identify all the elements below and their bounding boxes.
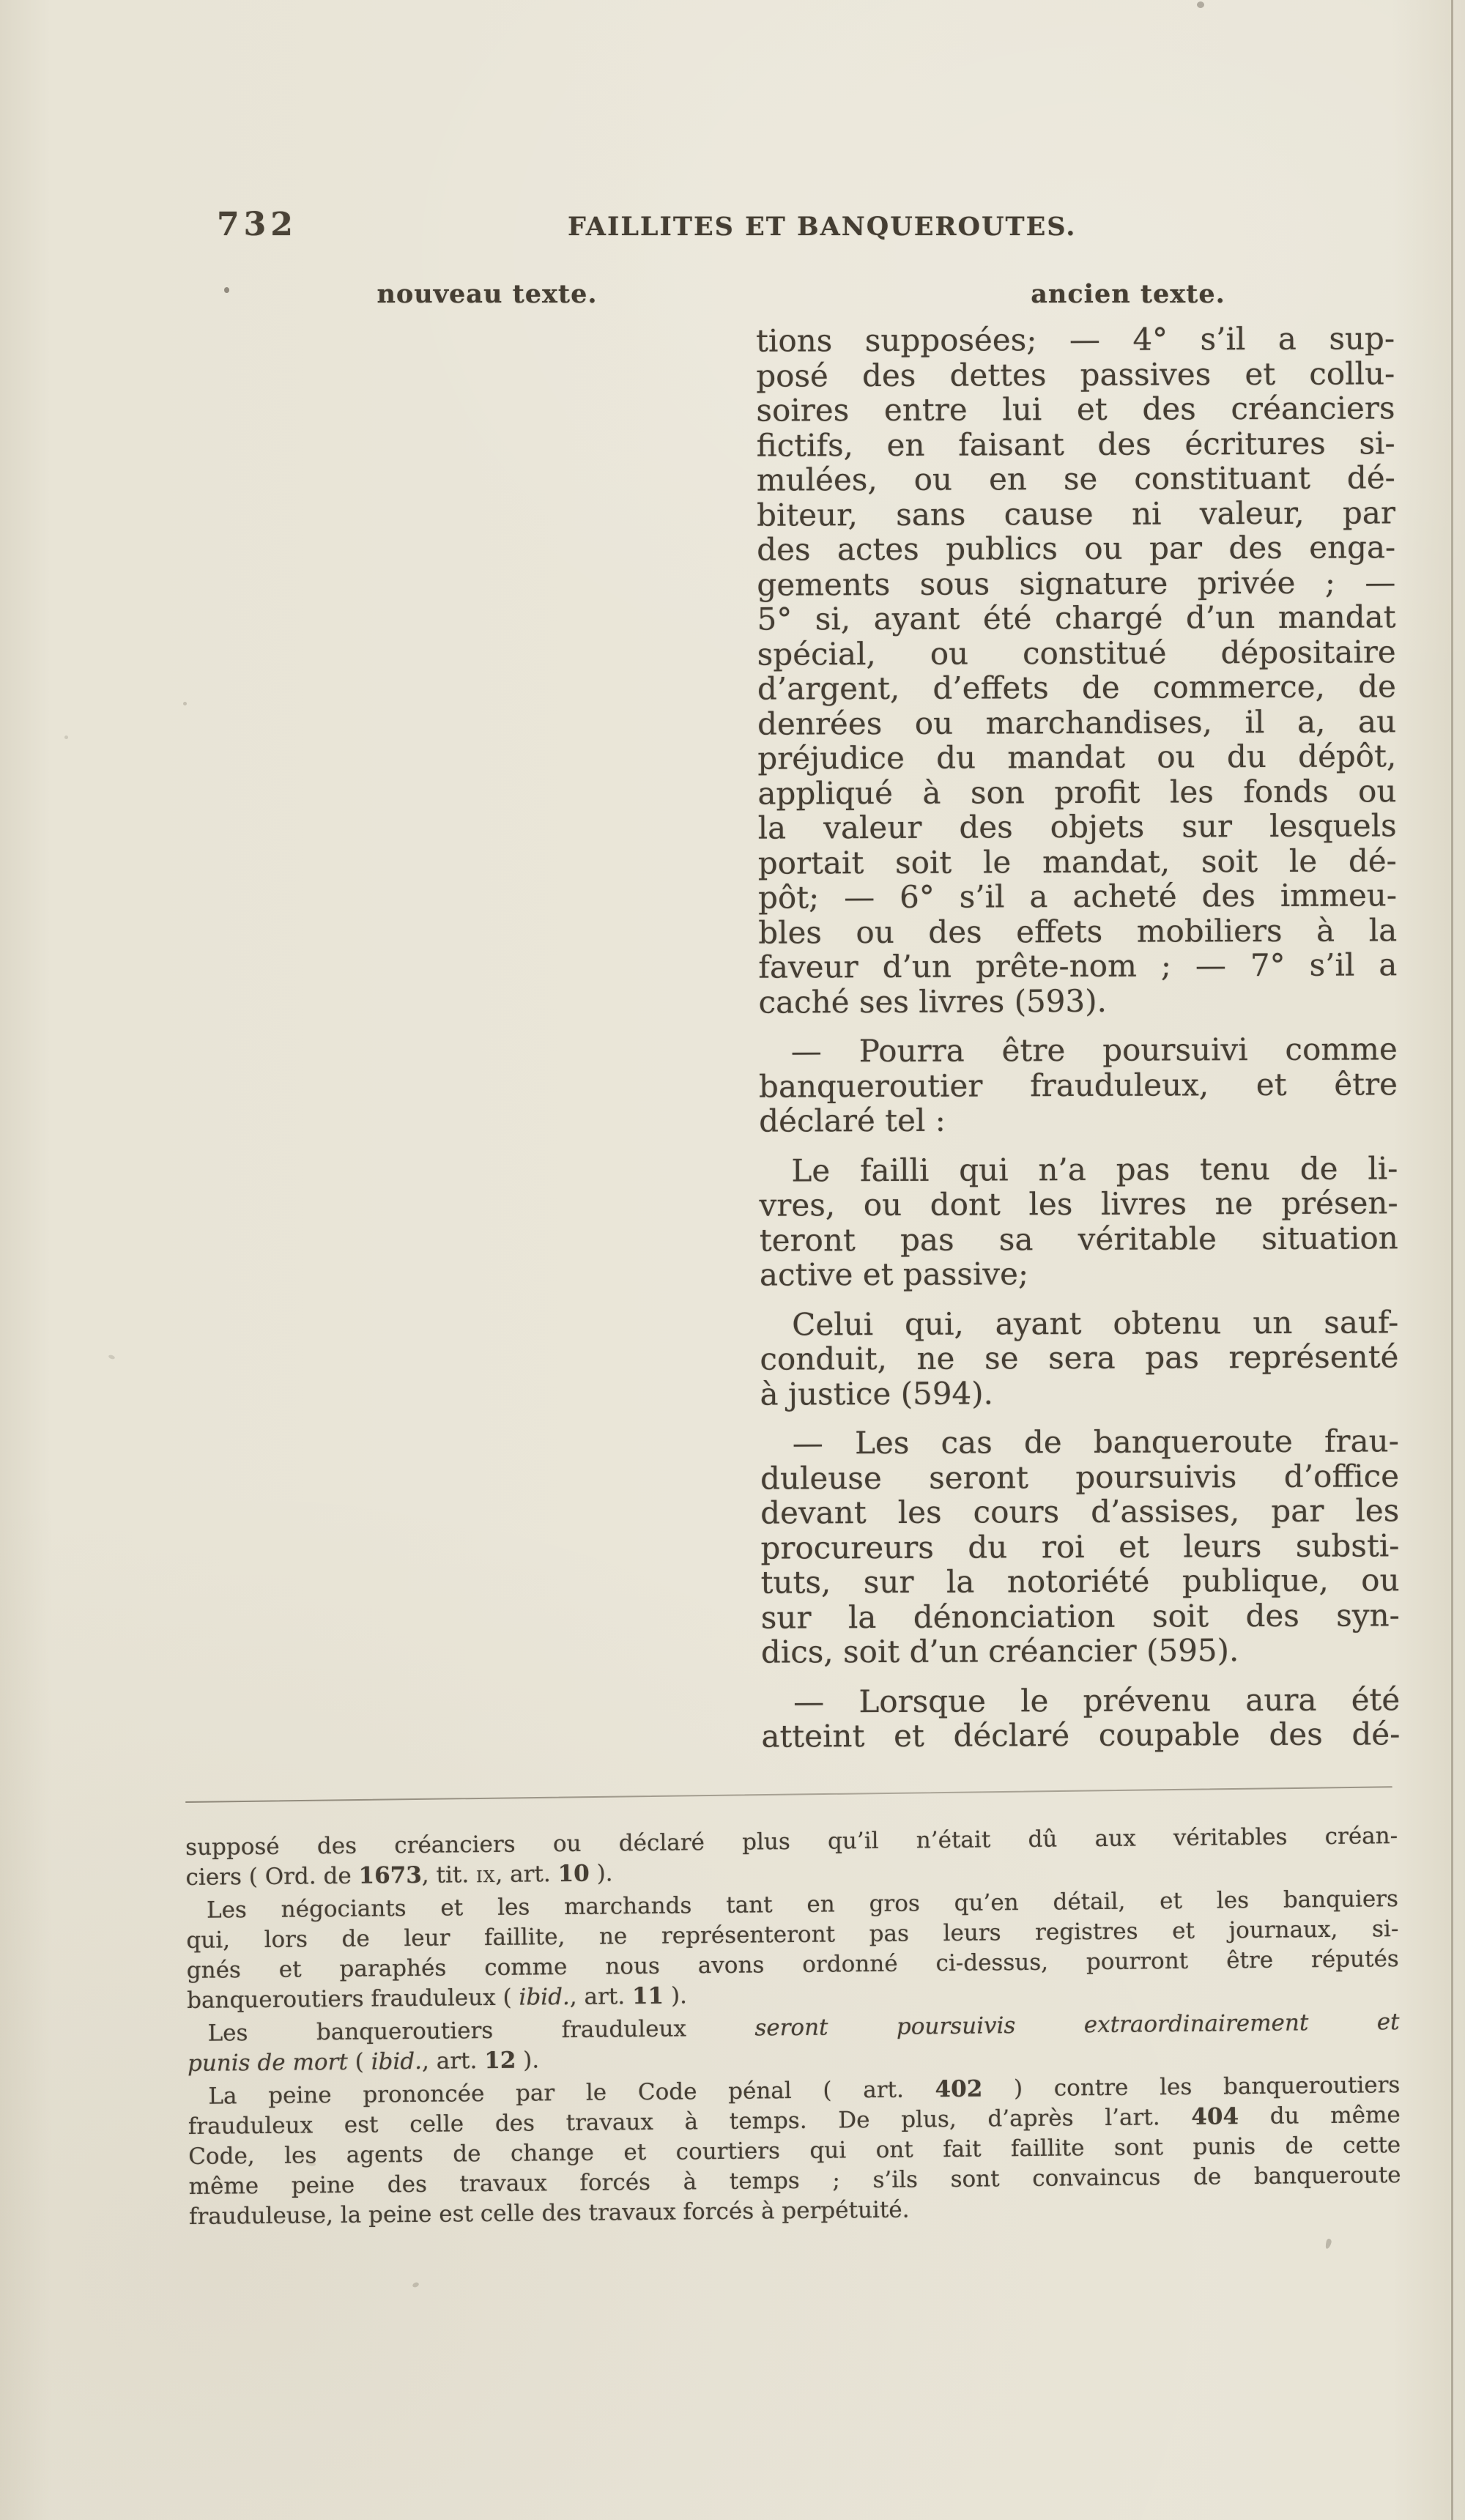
text-segment: denrées ou marchandises, il a, au xyxy=(757,703,1397,742)
text-line xyxy=(761,1598,1400,1635)
column-header-ancien-texte: ancien texte. xyxy=(1031,279,1225,309)
text-segment: , art. xyxy=(569,1983,633,2010)
paragraph xyxy=(759,1151,1398,1292)
text-line xyxy=(757,460,1395,497)
text-line xyxy=(756,321,1395,358)
text-line xyxy=(756,390,1395,428)
text-line xyxy=(760,1493,1399,1530)
text-segment: frauduleuse, la peine est celle des travaux forcés à perpétuité. xyxy=(188,2196,910,2230)
text-line xyxy=(761,1563,1400,1600)
text-line xyxy=(757,495,1395,533)
text-segment: teront pas sa véritable situation xyxy=(759,1219,1398,1259)
text-segment: ciers ( Ord. de xyxy=(185,1862,359,1891)
text-segment: Les négociants et les marchands tant en gros qu’en détail, et les banquiers xyxy=(206,1886,1399,1924)
page-number: 732 xyxy=(217,206,297,243)
text-segment: — Les cas de banqueroute frau- xyxy=(792,1423,1399,1461)
ink-speck xyxy=(108,1354,115,1360)
text-line xyxy=(759,1101,1398,1138)
text-line xyxy=(758,878,1397,915)
text-segment: biteur, sans cause ni valeur, par xyxy=(756,494,1396,533)
text-segment: 402 xyxy=(935,2075,983,2103)
text-segment: ). xyxy=(663,1982,688,2009)
text-line xyxy=(758,947,1397,985)
text-segment: — Lorsque le prévenu aura été xyxy=(793,1680,1401,1719)
text-segment: , art. xyxy=(495,1861,558,1888)
ink-speck xyxy=(412,2281,420,2288)
column-header-nouveau-texte: nouveau texte. xyxy=(377,279,598,309)
text-segment: bles ou des effets mobiliers à la xyxy=(758,911,1398,951)
text-line xyxy=(760,1305,1398,1342)
ink-speck xyxy=(1197,1,1204,8)
paragraph xyxy=(186,1884,1399,2016)
text-line xyxy=(758,808,1397,845)
text-segment: procureurs du roi et leurs substi- xyxy=(760,1527,1400,1566)
text-segment: gements sous signature privée ; — xyxy=(757,563,1396,603)
paragraph xyxy=(761,1682,1400,1754)
text-segment: supposé des créanciers ou déclaré plus qu’il n’était dû aux véritables créan- xyxy=(185,1823,1398,1861)
text-segment: 1673 xyxy=(358,1861,423,1889)
text-line xyxy=(757,738,1396,776)
text-segment: tuts, sur la notoriété publique, ou xyxy=(760,1562,1400,1601)
text-segment: Code, les agents de change et courtiers qui ont fait faillite sont punis de cette xyxy=(188,2132,1401,2170)
text-segment: frauduleux est celle des travaux à temps. De plus, d’après l’art. xyxy=(188,2103,1192,2140)
text-segment: 5° si, ayant été chargé d’un mandat xyxy=(757,598,1396,637)
text-segment: ix xyxy=(475,1861,496,1889)
ink-speck xyxy=(224,287,229,293)
text-line xyxy=(757,426,1395,463)
text-line xyxy=(760,1459,1399,1496)
text-segment: La peine prononcée par le Code pénal ( art. xyxy=(208,2076,935,2110)
text-line xyxy=(760,1528,1399,1565)
text-segment: appliqué à son profit les fonds ou xyxy=(757,772,1397,812)
text-segment: conduit, ne se sera pas représenté xyxy=(760,1338,1399,1377)
text-line xyxy=(761,1632,1400,1670)
text-segment: ibid. xyxy=(371,2048,423,2075)
text-line xyxy=(757,530,1395,567)
text-segment: punis de mort xyxy=(187,2048,349,2077)
paragraph xyxy=(756,321,1398,1019)
text-segment: Les banqueroutiers frauduleux xyxy=(207,2015,755,2047)
text-segment: ibid. xyxy=(519,1983,570,2011)
text-segment: même peine des travaux forcés à temps ; s’ils sont convaincus de banqueroute xyxy=(188,2162,1401,2200)
text-segment: posé des dettes passives et collu- xyxy=(756,355,1395,394)
text-line xyxy=(757,774,1396,811)
text-line xyxy=(759,1067,1398,1104)
text-line xyxy=(760,1185,1398,1223)
text-segment: à justice (594). xyxy=(760,1374,994,1412)
paragraph xyxy=(760,1305,1399,1412)
paragraph xyxy=(759,1031,1398,1138)
text-line xyxy=(759,1151,1398,1188)
text-segment: devant les cours d’assises, par les xyxy=(760,1492,1400,1531)
text-segment: Celui qui, ayant obtenu un sauf- xyxy=(792,1303,1399,1342)
text-line xyxy=(761,1716,1400,1754)
text-segment: seront poursuivis extraordinairement et xyxy=(754,2009,1400,2042)
footnotes-block xyxy=(185,1821,1401,2232)
text-line xyxy=(758,843,1397,881)
ancien-texte-column xyxy=(756,321,1400,1754)
text-line xyxy=(760,1374,1399,1412)
text-line xyxy=(757,704,1396,741)
running-title: FAILLITES ET BANQUEROUTES. xyxy=(568,212,1077,242)
paragraph xyxy=(187,2007,1400,2079)
paragraph xyxy=(760,1423,1400,1670)
text-line xyxy=(760,1220,1398,1258)
text-segment: ). xyxy=(516,2047,540,2074)
text-segment: vres, ou dont les livres ne présen- xyxy=(759,1185,1398,1223)
text-segment: des actes publics ou par des enga- xyxy=(757,529,1396,568)
text-segment: , tit. xyxy=(421,1861,477,1889)
text-line xyxy=(760,1423,1399,1461)
text-segment: portait soit le mandat, soit le dé- xyxy=(757,842,1397,881)
text-segment: faveur d’un prête-nom ; — 7° s’il a xyxy=(758,946,1398,985)
text-line xyxy=(756,356,1395,393)
text-segment: du même xyxy=(1238,2102,1401,2130)
text-segment: atteint et déclaré coupable des dé- xyxy=(761,1716,1401,1754)
text-segment: dics, soit d’un créancier (595). xyxy=(760,1632,1239,1670)
text-segment: duleuse seront poursuivis d’office xyxy=(760,1457,1400,1497)
text-segment: ). xyxy=(589,1860,613,1887)
text-line xyxy=(760,1255,1398,1292)
text-segment: caché ses livres (593). xyxy=(758,982,1108,1020)
text-segment: Le failli qui n’a pas tenu de li- xyxy=(791,1149,1398,1188)
ink-speck xyxy=(308,2163,316,2166)
text-segment: spécial, ou constitué dépositaire xyxy=(757,633,1396,672)
text-segment: 12 xyxy=(484,2047,516,2075)
paragraph xyxy=(185,1821,1398,1893)
text-line xyxy=(757,565,1395,602)
text-line xyxy=(760,1339,1398,1376)
text-segment: d’argent, d’effets de commerce, de xyxy=(757,668,1397,707)
text-segment: déclaré tel : xyxy=(759,1102,946,1139)
text-line xyxy=(759,1031,1398,1069)
text-segment: sur la dénonciation soit des syn- xyxy=(760,1596,1400,1636)
text-segment: fictifs, en faisant des écritures si- xyxy=(756,424,1395,464)
text-segment: ) contre les banqueroutiers xyxy=(982,2072,1401,2102)
text-segment: qui, lors de leur faillite, ne représenteront pas leurs registres et journaux, si- xyxy=(186,1916,1399,1954)
text-segment: banqueroutier frauduleux, et être xyxy=(758,1065,1398,1105)
text-line xyxy=(758,913,1397,950)
text-segment: , art. xyxy=(421,2048,485,2075)
text-line xyxy=(757,599,1395,637)
text-segment: tions supposées; — 4° s’il a sup- xyxy=(755,320,1395,359)
text-line xyxy=(757,634,1396,672)
text-segment: la valeur des objets sur lesquels xyxy=(757,807,1397,846)
text-segment: ( xyxy=(347,2048,371,2075)
text-segment: 10 xyxy=(557,1860,590,1888)
page-edge-margin xyxy=(1453,0,1465,2520)
text-segment: gnés et paraphés comme nous avons ordonné ci-dessus, pourront être réputés xyxy=(186,1946,1399,1984)
footnote-separator-rule xyxy=(185,1786,1392,1803)
text-line xyxy=(757,669,1396,706)
text-segment: active et passive; xyxy=(759,1256,1029,1293)
text-segment: banqueroutiers frauduleux ( xyxy=(187,1984,519,2014)
text-segment: 11 xyxy=(631,1982,664,2010)
ink-speck xyxy=(1324,2238,1332,2249)
text-segment: pôt; — 6° s’il a acheté des immeu- xyxy=(757,877,1398,916)
text-segment: mulées, ou en se constituant dé- xyxy=(756,459,1395,498)
text-segment: 404 xyxy=(1191,2103,1239,2130)
text-segment: soires entre lui et des créanciers xyxy=(756,390,1395,429)
text-line xyxy=(761,1682,1400,1719)
text-segment: — Pourra être poursuivi comme xyxy=(790,1031,1398,1070)
ink-speck xyxy=(183,702,187,705)
text-line xyxy=(758,982,1397,1020)
text-segment: préjudice du mandat ou du dépôt, xyxy=(757,738,1397,777)
paragraph xyxy=(188,2070,1401,2232)
ink-speck xyxy=(64,735,68,739)
